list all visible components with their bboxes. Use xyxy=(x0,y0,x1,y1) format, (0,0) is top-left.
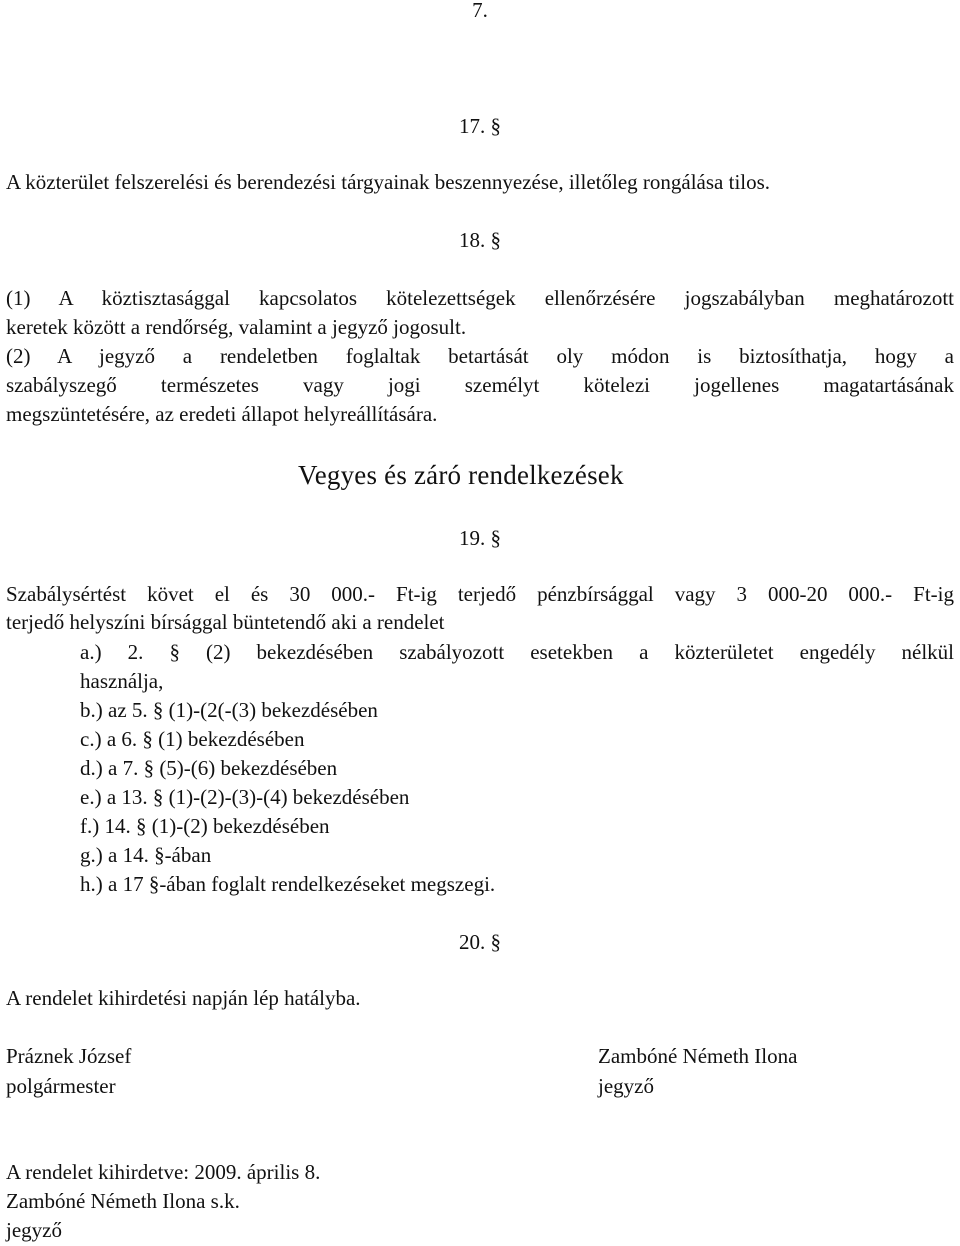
section-19-item-f: f.) 14. § (1)-(2) bekezdésében xyxy=(80,814,330,838)
section-19-item-b: b.) az 5. § (1)-(2(-(3) bekezdésében xyxy=(80,698,378,722)
signature-right-name: Zambóné Németh Ilona xyxy=(598,1044,798,1068)
section-18-paragraph-2-line-1: (2) A jegyző a rendeletben foglaltak betartását oly módon is biztosíthatja, hogy a xyxy=(6,344,954,368)
footer-signer-role: jegyző xyxy=(6,1218,62,1242)
section-19-item-d: d.) a 7. § (5)-(6) bekezdésében xyxy=(80,756,338,780)
section-18-paragraph-2-line-2: szabályszegő természetes vagy jogi személyt kötelezi jogellenes magatartásának xyxy=(6,373,954,397)
signature-left-role: polgármester xyxy=(6,1074,116,1098)
section-20-title: 20. § xyxy=(459,930,501,954)
section-19-item-c: c.) a 6. § (1) bekezdésében xyxy=(80,727,305,751)
section-19-line-2: terjedő helyszíni bírsággal büntetendő aki a rendelet xyxy=(6,610,445,634)
footer-signer-name: Zambóné Németh Ilona s.k. xyxy=(6,1189,240,1213)
footer-promulgation-date: A rendelet kihirdetve: 2009. április 8. xyxy=(6,1160,321,1184)
section-18-paragraph-1-line-1: (1) A köztisztasággal kapcsolatos kötelezettségek ellenőrzésére jogszabályban meghatározott xyxy=(6,286,954,310)
section-19-item-g: g.) a 14. §-ában xyxy=(80,843,212,867)
section-19-item-h: h.) a 17 §-ában foglalt rendelkezéseket megszegi. xyxy=(80,872,496,896)
page-number: 7. xyxy=(472,0,488,22)
section-20-text: A rendelet kihirdetési napján lép hatályba. xyxy=(6,986,361,1010)
signature-left-name: Práznek József xyxy=(6,1044,132,1068)
section-19-line-1: Szabálysértést követ el és 30 000.- Ft-ig terjedő pénzbírsággal vagy 3 000-20 000.- Ft-ig xyxy=(6,582,954,606)
section-19-item-a-line-2: használja, xyxy=(80,669,164,693)
section-17-text: A közterület felszerelési és berendezési tárgyainak beszennyezése, illetőleg rongálása tilos. xyxy=(6,170,771,194)
closing-provisions-heading: Vegyes és záró rendelkezések xyxy=(298,460,624,490)
section-19-title: 19. § xyxy=(459,526,501,550)
section-17-title: 17. § xyxy=(459,114,501,138)
section-18-paragraph-1-line-2: keretek között a rendőrség, valamint a jegyző jogosult. xyxy=(6,315,467,339)
section-19-item-a-line-1: a.) 2. § (2) bekezdésében szabályozott esetekben a közterületet engedély nélkül xyxy=(80,640,954,664)
section-18-paragraph-2-line-3: megszüntetésére, az eredeti állapot helyreállítására. xyxy=(6,402,438,426)
section-19-item-e: e.) a 13. § (1)-(2)-(3)-(4) bekezdésében xyxy=(80,785,410,809)
signature-right-role: jegyző xyxy=(598,1074,654,1098)
section-18-title: 18. § xyxy=(459,228,501,252)
